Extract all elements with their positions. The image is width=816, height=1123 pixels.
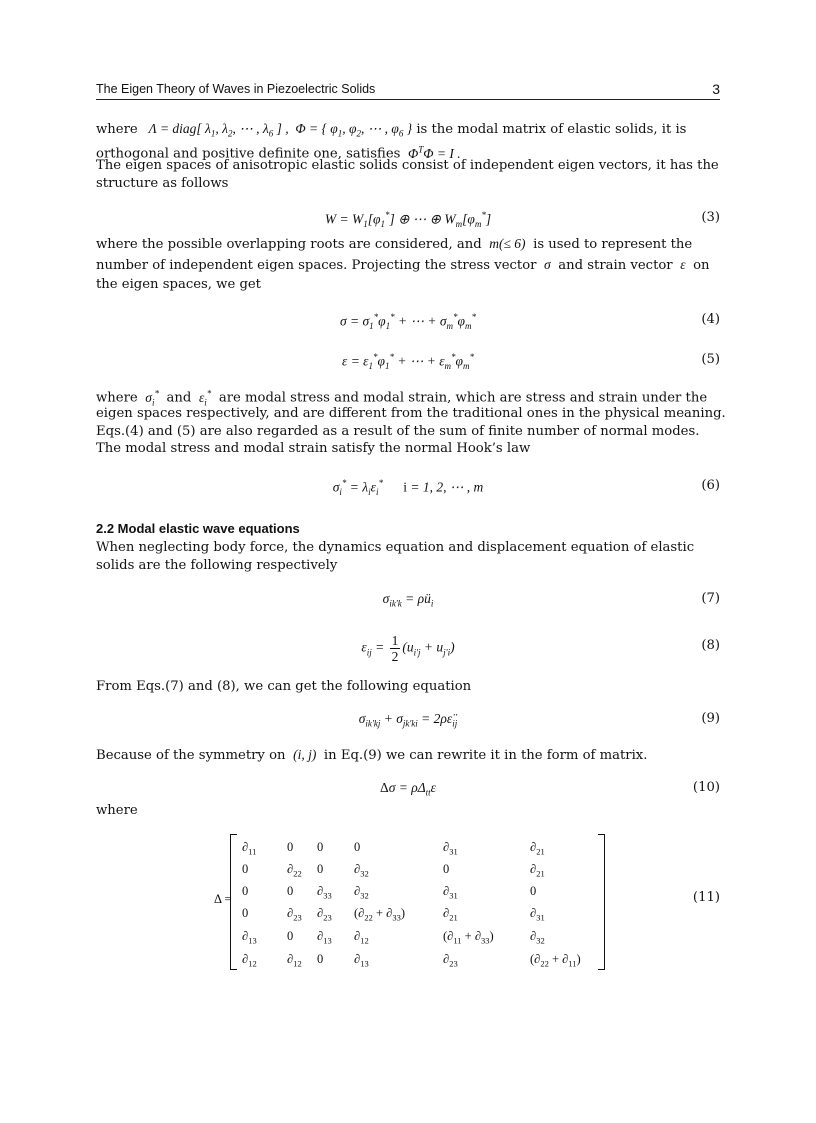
equation-3 [96,210,720,234]
paragraph-6: Because of the symmetry on (i, j) in Eq.(9) we can rewrite it in the form of matrix. [96,747,648,763]
matrix-cell: $\partial_{13}$ [354,952,369,969]
paragraph-3-line-1: where $\sigma_i^*$ and $\varepsilon_i^*$ are modal stress and modal strain, which are stress and strain under the [96,388,708,408]
equation-number: (9) [701,711,720,726]
matrix-cell: $\partial_{21}$ [443,906,458,923]
paragraph-4-line-2: solids are the following respectively [96,558,338,573]
equation-number: (5) [701,352,720,367]
matrix-cell: $\partial_{22}$ [287,862,302,879]
equation-3-body: $W = W_1[\varphi_1^*]$ ⊕ ⋯ ⊕ $W_m[\varphi_m^*]$ [324,210,492,230]
equation-8: $\varepsilon_{ij}$ = $\frac{1}{2}$ $(u_{i'j} + u_{j'i})$ (8) [361,633,720,664]
paragraph-3-line-4: The modal stress and modal strain satisfy the normal Hook’s law [96,441,531,456]
matrix-cell: $\partial_{31}$ [530,906,545,923]
matrix-cell: $(\partial_{22} + \partial_{33})$ [354,906,405,923]
paragraph-1-line-3: The eigen spaces of anisotropic elastic solids consist of independent eigen vectors, it has the [96,158,719,173]
page-number: 3 [712,81,720,97]
equation-number: (6) [701,478,720,493]
paragraph-3-line-2: eigen spaces respectively, and are different from the traditional ones in the physical meaning. [96,406,726,421]
matrix-cell: $\partial_{32}$ [354,862,369,879]
matrix-cell: $\partial_{31}$ [443,884,458,901]
matrix-cell: 0 [443,862,450,876]
matrix-cell: $\partial_{12}$ [287,952,302,969]
matrix-cell: 0 [354,840,361,854]
matrix-cell: 0 [242,884,249,898]
matrix-cell: $\partial_{23}$ [317,906,332,923]
equation-number: (7) [701,591,720,606]
matrix-cell: $\partial_{31}$ [443,840,458,857]
matrix-cell: $(\partial_{11} + \partial_{33})$ [443,929,494,946]
equation-4: $\sigma = \sigma_1^*\varphi_1^*$ + ⋯ + $\sigma_m^*\varphi_m^*$ (4) [339,312,720,332]
paragraph-1-line-1: where Λ = diag[ $\lambda_1$, $\lambda_2$, ⋯ , $\lambda_6$ ] , Φ = { $\varphi_1$, $\varphi_2$, ⋯ , $\varphi_6$ } is the modal matrix of elastic solids, it is [96,121,687,139]
matrix-cell: 0 [242,906,249,920]
equation-number: (11) [692,890,720,905]
orthogonality-condition: $\Phi^T\Phi = I$ . [404,144,461,161]
matrix-label: Δ = [214,892,232,906]
running-header [96,81,720,100]
matrix-right-bracket [598,834,605,970]
paragraph-4-line-1: When neglecting body force, the dynamics equation and displacement equation of elastic [96,540,695,555]
equation-5: $\varepsilon = \varepsilon_1^*\varphi_1^*$ + ⋯ + $\varepsilon_m^*\varphi_m^*$ (5) [342,352,720,372]
equation-10: $\Delta\sigma = \rho\Delta_{tt}\varepsilon$ (10) [380,780,720,798]
matrix-cell: 0 [317,952,324,966]
equation-9: $\sigma_{ik'kj} + \sigma_{jk'ki}$ = $2\rho\varepsilon̈_{ij}$ (9) [358,711,720,729]
equation-number: (4) [701,312,720,327]
paragraph-2-line-3: the eigen spaces, we get [96,277,261,292]
equation-number: (8) [701,638,720,653]
matrix-cell: $\partial_{12}$ [354,929,369,946]
matrix-cell: $\partial_{23}$ [287,906,302,923]
equation-6: $\sigma_i^* = \lambda_i\varepsilon_i^*$ i = 1, 2, ⋯ , m (6) [332,478,720,498]
matrix-cell: 0 [242,862,249,876]
matrix-cell: $\partial_{13}$ [317,929,332,946]
matrix-cell: $\partial_{21}$ [530,840,545,857]
paragraph-5: From Eqs.(7) and (8), we can get the following equation [96,679,472,694]
matrix-cell: 0 [530,884,537,898]
paragraph-2-line-2: number of independent eigen spaces. Projecting the stress vector σ and strain vector ε on [96,257,710,273]
matrix-cell: 0 [287,840,294,854]
equation-7: $\sigma_{ik'k}$ = $\rho ü_i$ (7) [382,591,720,609]
matrix-cell: $\partial_{32}$ [354,884,369,901]
paragraph-1-line-4: structure as follows [96,176,229,191]
paragraph-7: where [96,803,138,818]
matrix-cell: $\partial_{11}$ [242,840,257,857]
matrix-cell: 0 [287,884,294,898]
matrix-cell: $\partial_{33}$ [317,884,332,901]
matrix-cell: $\partial_{13}$ [242,929,257,946]
section-heading: 2.2 Modal elastic wave equations [96,521,300,536]
paragraph-1-line-2: orthogonal and positive definite one, satisfies $\Phi^T\Phi = I$ . [96,144,461,162]
equation-11 [96,832,720,972]
matrix-left-bracket [230,834,237,970]
paragraph-3-line-3: Eqs.(4) and (5) are also regarded as a result of the sum of finite number of normal modes. [96,424,700,439]
header-title: The Eigen Theory of Waves in Piezoelectric Solids [96,82,376,96]
eigenvalue-matrix-def: Λ = diag[ $\lambda_1$, $\lambda_2$, ⋯ , $\lambda_6$ ] , Φ = { $\varphi_1$, $\varphi_2$, ⋯ , $\varphi_6$ } [141,121,413,139]
matrix-cell: $\partial_{23}$ [443,952,458,969]
matrix-cell: $\partial_{32}$ [530,929,545,946]
matrix-cell: $\partial_{21}$ [530,862,545,879]
matrix-cell: 0 [317,840,324,854]
matrix-cell: 0 [287,929,294,943]
paragraph-2-line-1: where the possible overlapping roots are considered, and m(≤ 6) is used to represent the [96,236,693,252]
equation-number: (3) [701,210,720,225]
equation-number: (10) [692,780,720,795]
matrix-cell: $(\partial_{22} + \partial_{11})$ [530,952,581,969]
matrix-cell: $\partial_{12}$ [242,952,257,969]
matrix-cell: 0 [317,862,324,876]
